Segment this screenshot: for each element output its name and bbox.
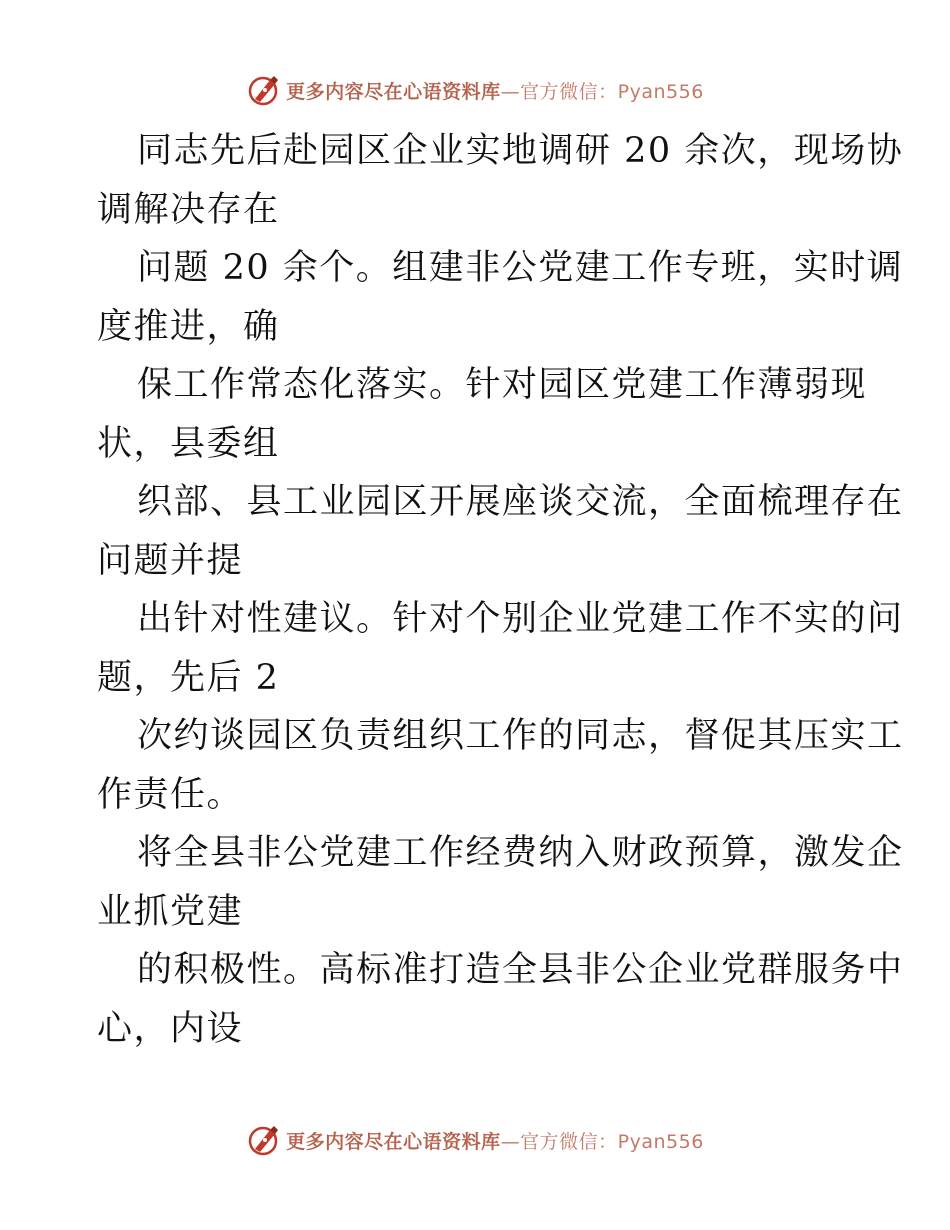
text-line: 业抓党建 — [97, 891, 244, 932]
header-banner-main: 更多内容尽在心语资料库 — [286, 80, 501, 103]
text-line: 问题并提 — [97, 540, 244, 581]
text-line: 次约谈园区负责组织工作的同志，督促其压实工 — [137, 716, 904, 756]
paragraph — [97, 122, 904, 1058]
header-banner-text — [286, 77, 704, 104]
text-line: 将全县非公党建工作经费纳入财政预算，激发企 — [137, 833, 904, 873]
text-line: 的积极性。高标准打造全县非公企业党群服务中 — [137, 950, 904, 990]
text-line: 保工作常态化落实。针对园区党建工作薄弱现 — [137, 365, 868, 405]
text-line: 心，内设 — [97, 1008, 244, 1049]
pen-nib-logo-icon — [246, 72, 282, 108]
header-banner-wechat: —官方微信：Pyan556 — [500, 80, 704, 103]
footer-banner-main: 更多内容尽在心语资料库 — [286, 1130, 501, 1153]
text-line: 度推进，确 — [97, 306, 280, 347]
text-line: 织部、县工业园区开展座谈交流，全面梳理存在 — [137, 482, 904, 522]
footer-banner-wechat: —官方微信：Pyan556 — [500, 1130, 704, 1153]
pen-nib-logo-icon — [246, 1122, 282, 1158]
header-banner — [0, 70, 950, 110]
text-line: 问题 20 余个。组建非公党建工作专班，实时调 — [137, 248, 904, 288]
text-line: 调解决存在 — [97, 189, 280, 230]
footer-banner-text — [286, 1127, 704, 1154]
document-body — [97, 122, 904, 1058]
text-line: 同志先后赴园区企业实地调研 20 余次，现场协 — [137, 131, 904, 171]
text-line: 出针对性建议。针对个别企业党建工作不实的问 — [137, 599, 904, 639]
footer-banner — [0, 1120, 950, 1160]
text-line: 作责任。 — [97, 774, 244, 815]
text-line: 状，县委组 — [97, 423, 280, 464]
text-line: 题，先后 2 — [97, 657, 280, 698]
